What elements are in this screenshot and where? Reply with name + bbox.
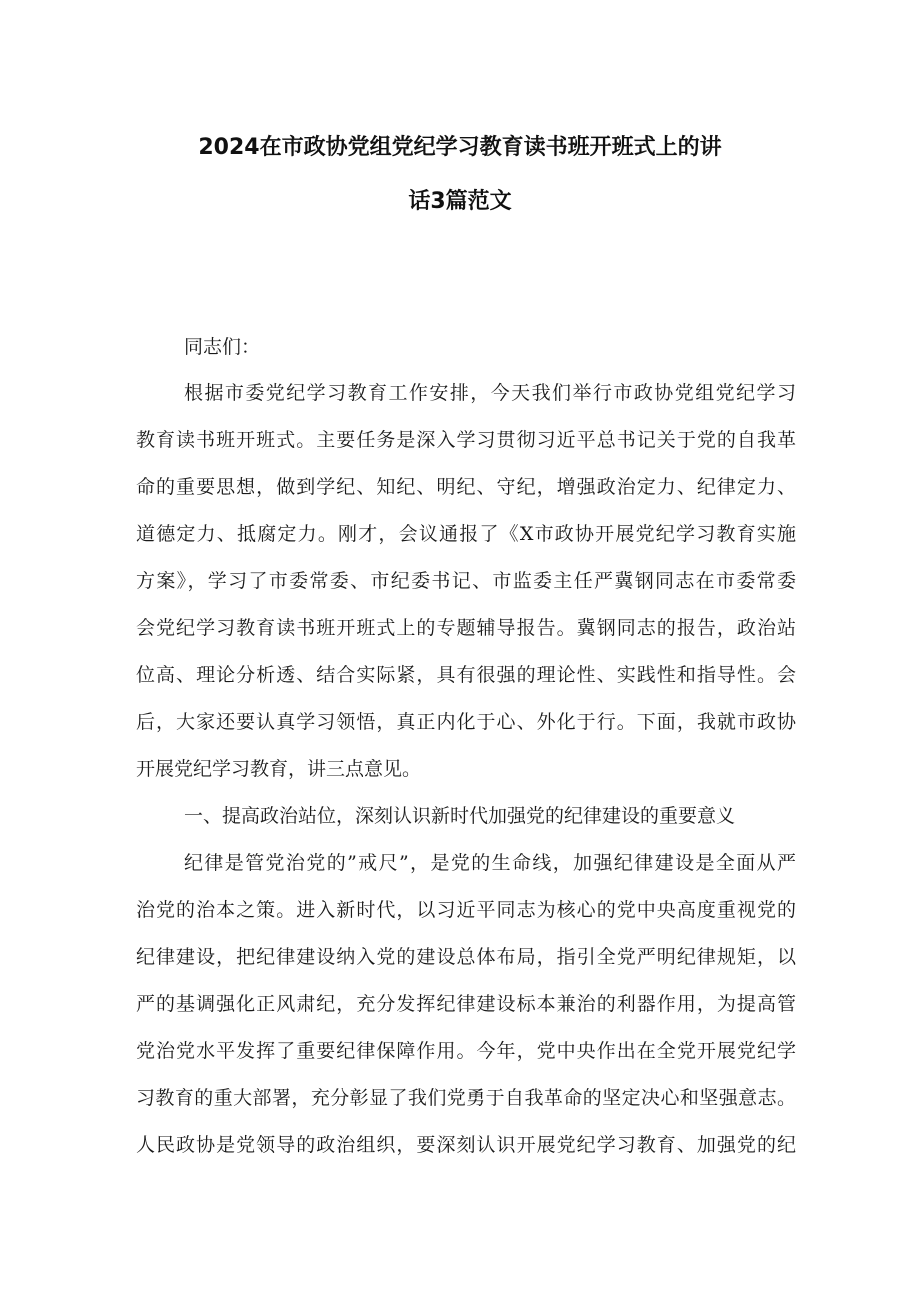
paragraph-line: 纪律是管党治党的”戒尺”，是党的生命线，加强纪律建设是全面从严: [184, 852, 796, 874]
paragraph-line: 党治党水平发挥了重要纪律保障作用。今年，党中央作出在全党开展党纪学: [136, 1040, 796, 1062]
paragraph-line: 会党纪学习教育读书班开班式上的专题辅导报告。冀钢同志的报告，政治站: [136, 617, 796, 639]
paragraph-line: 位高、理论分析透、结合实际紧，具有很强的理论性、实践性和指导性。会: [136, 664, 796, 686]
paragraph-line: 纪律建设，把纪律建设纳入党的建设总体布局，指引全党严明纪律规矩，以: [136, 946, 796, 968]
paragraph-line: 根据市委党纪学习教育工作安排，今天我们举行市政协党组党纪学习: [184, 382, 796, 404]
section-heading: 一、提高政治站位，深刻认识新时代加强党的纪律建设的重要意义: [184, 805, 736, 827]
document-title-line-2: 话3篇范文: [408, 189, 512, 214]
paragraph-line: 命的重要思想，做到学纪、知纪、明纪、守纪，增强政治定力、纪律定力、: [136, 476, 796, 498]
paragraph-line: 方案》，学习了市委常委、市纪委书记、市监委主任严冀钢同志在市委常委: [136, 570, 796, 592]
paragraph-line: 人民政协是党领导的政治组织，要深刻认识开展党纪学习教育、加强党的纪: [136, 1134, 796, 1156]
paragraph-line: 教育读书班开班式。主要任务是深入学习贯彻习近平总书记关于党的自我革: [136, 429, 796, 451]
document-title-line-1: 2024在市政协党组党纪学习教育读书班开班式上的讲: [198, 135, 722, 160]
paragraph-line: 严的基调强化正风肃纪，充分发挥纪律建设标本兼治的利器作用，为提高管: [136, 993, 796, 1015]
paragraph-line: 开展党纪学习教育，讲三点意见。: [136, 758, 422, 780]
paragraph-line: 道德定力、抵腐定力。刚才，会议通报了《X市政协开展党纪学习教育实施: [136, 523, 796, 545]
salutation: 同志们：: [184, 336, 261, 358]
paragraph-line: 治党的治本之策。进入新时代，以习近平同志为核心的党中央高度重视党的: [136, 899, 796, 921]
paragraph-line: 后，大家还要认真学习领悟，真正内化于心、外化于行。下面，我就市政协: [136, 711, 796, 733]
paragraph-line: 习教育的重大部署，充分彰显了我们党勇于自我革命的坚定决心和坚强意志。: [136, 1087, 796, 1109]
